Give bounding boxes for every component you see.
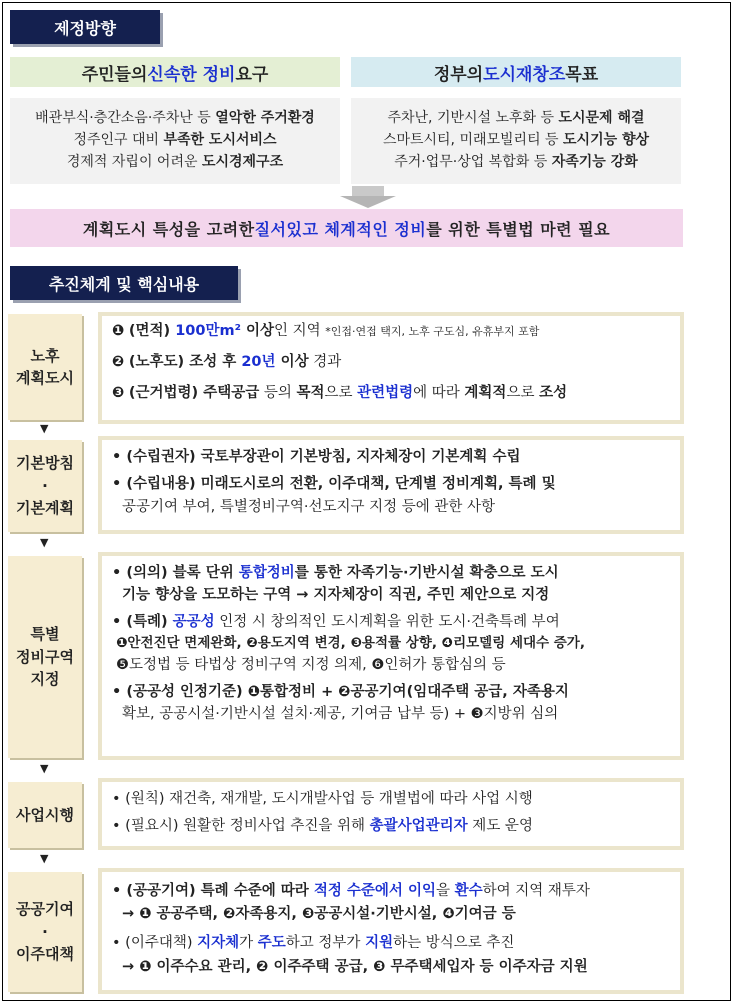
project-execution-box: [98, 778, 684, 850]
s1-line-2: ❷ (노후도) 조성 후 20년 이상 경과: [112, 354, 342, 371]
s4-line-2: • (필요시) 원활한 정비사업 추진을 위해 총괄사업관리자 제도 운영: [112, 818, 533, 835]
government-goal-box: [351, 98, 681, 184]
right-title-a: 정부의: [433, 64, 484, 85]
s3-line-7: 확보, 공공시설·기반시설 설치·제공, 기여금 납부 등) + ❸지방위 심의: [122, 706, 559, 723]
right-line-1: 주차난, 기반시설 노후화 등 도시문제 해결: [387, 110, 645, 127]
s3-line-4: ❶안전진단 면제완화, ❷용도지역 변경, ❸용적률 상향, ❹리모델링 세대수 증가,: [116, 635, 585, 652]
left-line-3: 경제적 자립이 어려운 도시경제구조: [66, 153, 284, 170]
left-title-a: 주민들의: [81, 64, 148, 85]
s5-line-3: • (이주대책) 지자체가 주도하고 정부가 지원하는 방식으로 추진: [112, 935, 515, 952]
header-system-text: 추진체계 및 핵심내용: [48, 274, 200, 294]
label-special-zone: 특별 정비구역 지정: [8, 556, 82, 758]
s4-line-1: • (원칙) 재건축, 재개발, 도시개발사업 등 개별법에 따라 사업 시행: [112, 791, 533, 807]
special-zone-box: [98, 552, 684, 760]
government-goal-title: [351, 57, 681, 87]
header-purpose-text: 제정방향: [54, 18, 116, 38]
s2-line-3: 공공기여 부여, 특별정비구역·선도지구 지정 등에 관한 사항: [122, 499, 496, 516]
s2-line-2: • (수립내용) 미래도시로의 전환, 이주대책, 단계별 정비계획, 특례 및: [112, 476, 556, 493]
s2-line-1: • (수립권자) 국토부장관이 기본방침, 지자체장이 기본계획 수립: [112, 449, 521, 465]
down-triangle-icon: ▼: [40, 762, 49, 775]
down-triangle-icon: ▼: [40, 536, 49, 549]
down-triangle-icon: ▼: [40, 422, 49, 435]
label-basic-plan: 기본방침 · 기본계획: [8, 440, 82, 532]
residents-demand-title: [10, 57, 340, 87]
s5-line-2: → ❶ 공공주택, ❷자족용지, ❸공공시설·기반시설, ❹기여금 등: [122, 906, 516, 923]
right-title-c: 목표: [565, 64, 599, 85]
section-header-system: [10, 266, 238, 300]
right-line-2: 스마트시티, 미래모빌리티 등 도시기능 향상: [382, 132, 650, 149]
s3-line-5: ❺도정법 등 타법상 정비구역 지정 의제, ❻인허가 통합심의 등: [116, 657, 506, 674]
public-contribution-box: [98, 868, 684, 994]
residents-demand-box: [10, 98, 340, 184]
s3-line-3: • (특례) 공공성 인정 시 창의적인 도시계획을 위한 도시·건축특례 부여: [112, 613, 560, 630]
old-planned-city-box: [98, 312, 684, 424]
section-header-purpose: [10, 10, 160, 44]
down-arrow-icon: [338, 186, 398, 208]
special-act-need-banner: 계획도시 특성을 고려한 질서있고 체계적인 정비 를 위한 특별법 마련 필요: [10, 209, 683, 247]
s5-line-1: • (공공기여) 특례 수준에 따라 적정 수준에서 이익을 환수하여 지역 재투자: [112, 883, 590, 899]
right-line-3: 주거·업무·상업 복합화 등 자족기능 강화: [394, 153, 638, 170]
left-line-2: 정주인구 대비 부족한 도시서비스: [73, 132, 277, 149]
down-triangle-icon: ▼: [40, 852, 49, 865]
label-public-contribution: 공공기여 · 이주대책: [8, 872, 82, 992]
left-title-c: 요구: [235, 64, 269, 85]
s3-line-6: • (공공성 인정기준) ❶통합정비 + ❷공공기여(임대주택 공급, 자족용지: [112, 683, 569, 700]
right-title-b: 도시재창조: [483, 64, 566, 85]
left-line-1: 배관부식·층간소음·주차난 등 열악한 주거환경: [35, 110, 315, 127]
s5-line-4: → ❶ 이주수요 관리, ❷ 이주주택 공급, ❸ 무주택세입자 등 이주자금 지원: [122, 958, 588, 975]
left-title-b: 신속한 정비: [147, 64, 236, 85]
s1-line-1: ❶ (면적) 100만m² 이상인 지역 *인접·연접 택지, 노후 구도심, 유휴부지 포함: [112, 323, 540, 339]
basic-plan-box: [98, 436, 684, 534]
s3-line-2: 기능 향상을 도모하는 구역 → 지자체장이 직권, 주민 제안으로 지정: [122, 587, 550, 604]
s1-line-3: ❸ (근거법령) 주택공급 등의 목적으로 관련법령에 따라 계획적으로 조성: [112, 385, 568, 402]
label-old-planned-city: 노후 계획도시: [8, 314, 82, 420]
s3-line-1: • (의의) 블록 단위 통합정비를 통한 자족기능·기반시설 확충으로 도시: [112, 565, 559, 581]
label-project-execution: 사업시행: [8, 782, 82, 848]
